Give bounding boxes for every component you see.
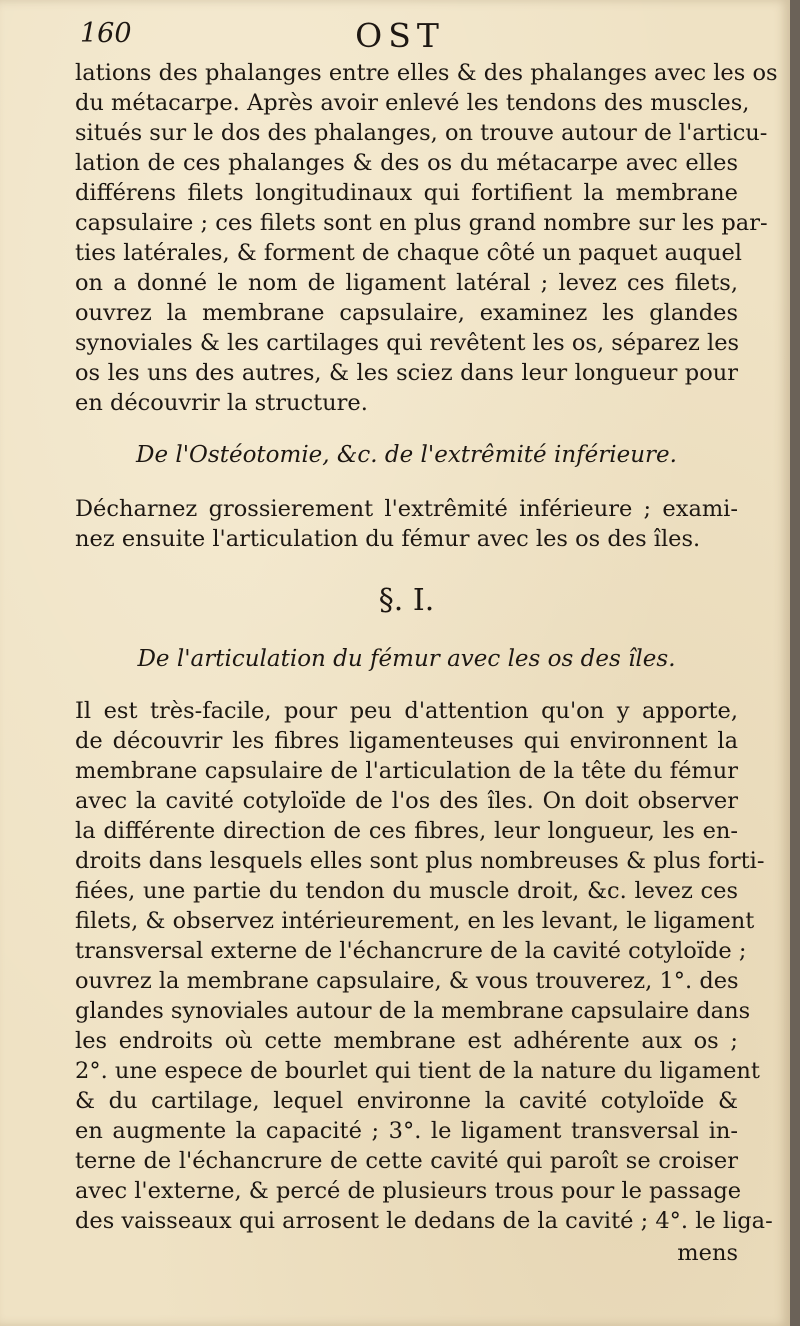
section-heading: De l'Ostéotomie, &c. de l'extrêmité inférieure. xyxy=(136,442,677,468)
text-line: transversal externe de l'échancrure de la cavité cotyloïde ; xyxy=(75,938,747,964)
text-line: situés sur le dos des phalanges, on trouve autour de l'articu- xyxy=(75,120,768,146)
running-head: OST xyxy=(355,16,445,55)
text-line: capsulaire ; ces filets sont en plus grand nombre sur les par- xyxy=(75,210,768,236)
text-line: droits dans lesquels elles sont plus nombreuses & plus forti- xyxy=(75,848,765,874)
text-line: les endroits où cette membrane est adhérente aux os ; xyxy=(75,1028,738,1054)
page-number: 160 xyxy=(80,18,132,49)
text-line: membrane capsulaire de l'articulation de la tête du fémur xyxy=(75,758,738,784)
section-heading: De l'articulation du fémur avec les os des îles. xyxy=(137,646,676,672)
text-line: nez ensuite l'articulation du fémur avec les os des îles. xyxy=(75,526,701,552)
text-line: différens filets longitudinaux qui fortifient la membrane xyxy=(75,180,738,206)
text-line: de découvrir les fibres ligamenteuses qui environnent la xyxy=(75,728,738,754)
text-line: synoviales & les cartilages qui revêtent les os, séparez les xyxy=(75,330,740,356)
text-line: os les uns des autres, & les sciez dans leur longueur pour xyxy=(75,360,738,386)
text-line: ouvrez la membrane capsulaire, examinez les glandes xyxy=(75,300,738,326)
text-line: lation de ces phalanges & des os du métacarpe avec elles xyxy=(75,150,738,176)
text-line: du métacarpe. Après avoir enlevé les tendons des muscles, xyxy=(75,90,750,116)
section-number: §. I. xyxy=(378,583,435,618)
text-line: avec l'externe, & percé de plusieurs trous pour le passage xyxy=(75,1178,742,1204)
text-line: on a donné le nom de ligament latéral ; levez ces filets, xyxy=(75,270,738,296)
text-line: ouvrez la membrane capsulaire, & vous trouverez, 1°. des xyxy=(75,968,739,994)
text-line: Décharnez grossierement l'extrêmité inférieure ; exami- xyxy=(75,496,738,522)
text-line: glandes synoviales autour de la membrane capsulaire dans xyxy=(75,998,751,1024)
text-line: 2°. une espece de bourlet qui tient de la nature du ligament xyxy=(75,1058,760,1084)
text-line: Il est très-facile, pour peu d'attention qu'on y apporte, xyxy=(75,698,738,724)
text-line: en augmente la capacité ; 3°. le ligament transversal in- xyxy=(75,1118,738,1144)
text-line: ties latérales, & forment de chaque côté un paquet auquel xyxy=(75,240,742,266)
catchword: mens xyxy=(677,1240,738,1266)
text-line: & du cartilage, lequel environne la cavité cotyloïde & xyxy=(75,1088,738,1114)
text-line: avec la cavité cotyloïde de l'os des îles. On doit observer xyxy=(75,788,738,814)
text-line: des vaisseaux qui arrosent le dedans de la cavité ; 4°. le liga- xyxy=(75,1208,773,1234)
text-line: en découvrir la structure. xyxy=(75,390,368,416)
text-line: fiées, une partie du tendon du muscle droit, &c. levez ces xyxy=(75,878,738,904)
text-line: la différente direction de ces fibres, leur longueur, les en- xyxy=(75,818,738,844)
text-line: lations des phalanges entre elles & des phalanges avec les os xyxy=(75,60,778,86)
text-line: terne de l'échancrure de cette cavité qui paroît se croiser xyxy=(75,1148,738,1174)
text-line: filets, & observez intérieurement, en les levant, le ligament xyxy=(75,908,755,934)
page-header xyxy=(70,16,730,56)
